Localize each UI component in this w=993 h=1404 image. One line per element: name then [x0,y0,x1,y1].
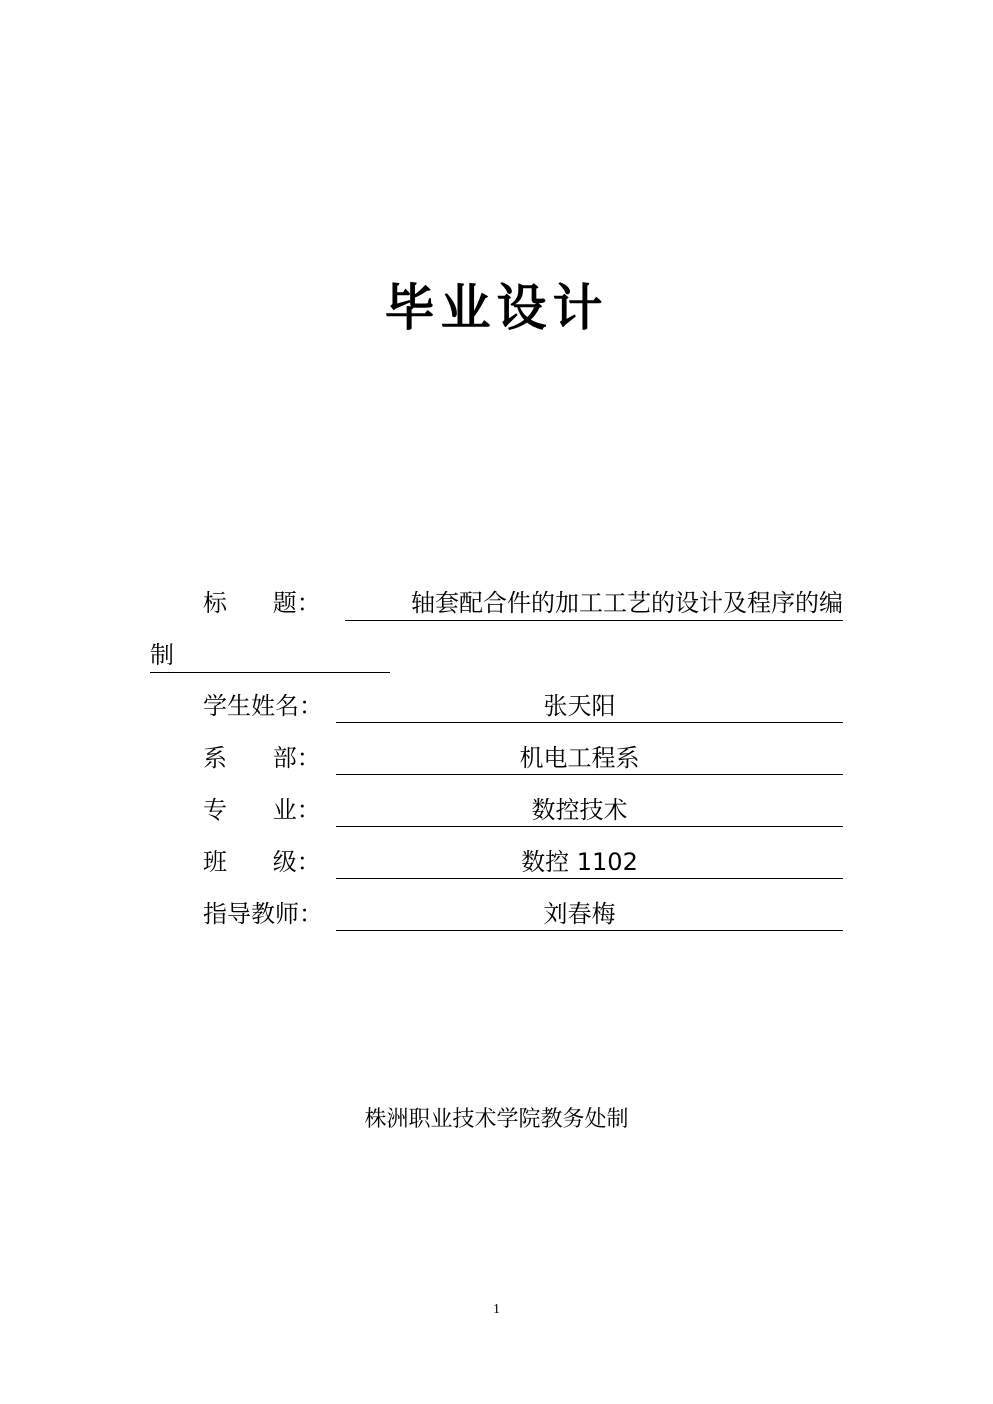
field-label: 班 级： [203,848,321,876]
document-title: 毕业设计 [384,278,609,337]
topic-value-line2: 制 [150,638,390,673]
field-value-line [336,741,843,775]
topic-label: 标 题： [203,589,321,617]
field-major [203,793,843,827]
field-label: 指导教师： [203,900,323,928]
field-advisor [203,897,843,931]
field-value: 机电工程系 [519,744,640,772]
field-value: 张天阳 [543,692,616,720]
field-department [203,741,843,775]
field-value-line [336,689,843,723]
field-value-line [336,845,843,879]
issuer-text: 株洲职业技术学院教务处制 [364,1107,629,1132]
page-number: 1 [493,1302,500,1317]
field-value: 刘春梅 [543,900,616,928]
field-class [203,845,843,879]
topic-value-line1: 轴套配合件的加工工艺的设计及程序的编 [345,586,843,621]
field-value-line [336,897,843,931]
field-label: 专 业： [203,796,321,824]
field-value-line [336,793,843,827]
field-label: 学生姓名： [203,692,323,720]
field-value: 数控技术 [531,796,628,824]
field-student-name [203,689,843,723]
field-value: 数控 1102 [521,848,638,876]
field-label: 系 部： [203,744,321,772]
